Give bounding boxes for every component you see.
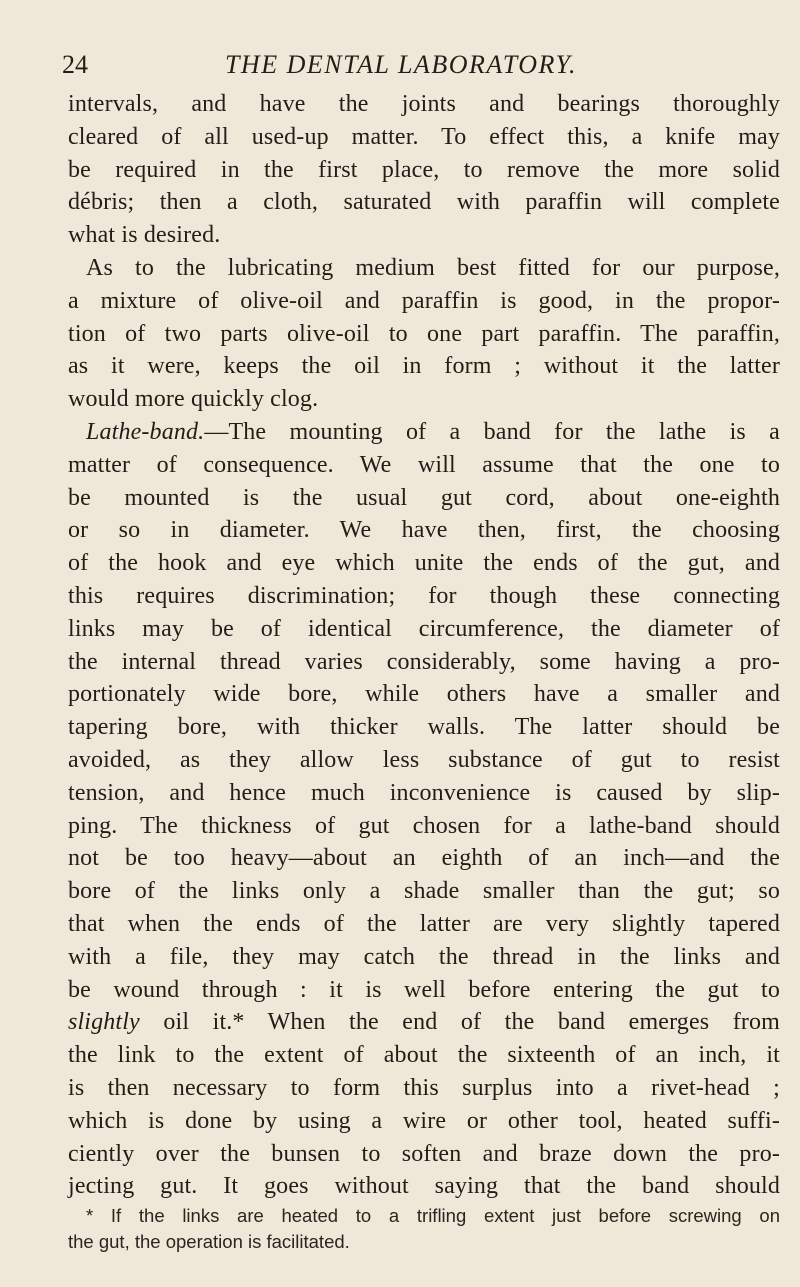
footnote-line: * If the links are heated to a trifling extent just before screwing on (86, 1205, 780, 1226)
text-line: that when the ends of the latter are very slightly tapered (68, 910, 780, 937)
text-line: be mounted is the usual gut cord, about one-eighth (68, 484, 780, 511)
text-line: be required in the first place, to remove the more solid (68, 156, 780, 183)
page-number: 24 (62, 50, 88, 79)
text-line: débris; then a cloth, saturated with paraffin will complete (68, 189, 780, 216)
body-text (68, 88, 780, 1203)
footnote (68, 1203, 780, 1255)
running-title: THE DENTAL LABORATORY. (224, 50, 578, 79)
text-line: with a file, they may catch the thread in the links and (68, 943, 780, 970)
text-line: As to the lubricating medium best fitted for our purpose, (86, 254, 780, 281)
text-line: not be too heavy—about an eighth of an inch—and the (68, 845, 780, 872)
running-head (62, 50, 740, 84)
text-line: tapering bore, with thicker walls. The latter should be (68, 714, 780, 741)
text-line: bore of the links only a shade smaller than the gut; so (68, 878, 780, 905)
text-line: which is done by using a wire or other tool, heated suffi- (68, 1107, 780, 1134)
text-line: links may be of identical circumference, the diameter of (68, 615, 780, 642)
text-line: slightly oil it.* When the end of the band emerges from (68, 1009, 780, 1036)
text-line: would more quickly clog. (68, 386, 319, 413)
text-line: portionately wide bore, while others have a smaller and (68, 681, 780, 708)
text-line: what is desired. (68, 222, 221, 249)
text-line: avoided, as they allow less substance of gut to resist (68, 746, 780, 773)
text-line: be wound through : it is well before entering the gut to (68, 976, 780, 1003)
text-line: a mixture of olive-oil and paraffin is good, in the propor- (68, 287, 780, 314)
text-line: tion of two parts olive-oil to one part paraffin. The paraffin, (68, 320, 780, 347)
text-line: is then necessary to form this surplus into a rivet-head ; (68, 1074, 780, 1101)
text-line: as it were, keeps the oil in form ; without it the latter (68, 353, 780, 380)
text-line: jecting gut. It goes without saying that the band should (68, 1173, 780, 1200)
text-line: of the hook and eye which unite the ends of the gut, and (68, 550, 780, 577)
text-line: intervals, and have the joints and bearings thoroughly (68, 91, 780, 117)
footnote-line: the gut, the operation is facilitated. (68, 1231, 350, 1252)
text-line: the link to the extent of about the sixteenth of an inch, it (68, 1042, 780, 1069)
text-line: ping. The thickness of gut chosen for a lathe-band should (68, 812, 780, 839)
text-line: this requires discrimination; for though these connecting (68, 582, 780, 609)
text-line: or so in diameter. We have then, first, the choosing (68, 517, 780, 544)
text-line: ciently over the bunsen to soften and braze down the pro- (68, 1140, 780, 1167)
text-line: Lathe-band.—The mounting of a band for the lathe is a (86, 418, 780, 445)
text-line: tension, and hence much inconvenience is caused by slip- (68, 779, 780, 806)
text-line: cleared of all used-up matter. To effect this, a knife may (68, 123, 780, 150)
text-line: the internal thread varies considerably, some having a pro- (68, 648, 780, 675)
text-line: matter of consequence. We will assume that the one to (68, 451, 780, 478)
